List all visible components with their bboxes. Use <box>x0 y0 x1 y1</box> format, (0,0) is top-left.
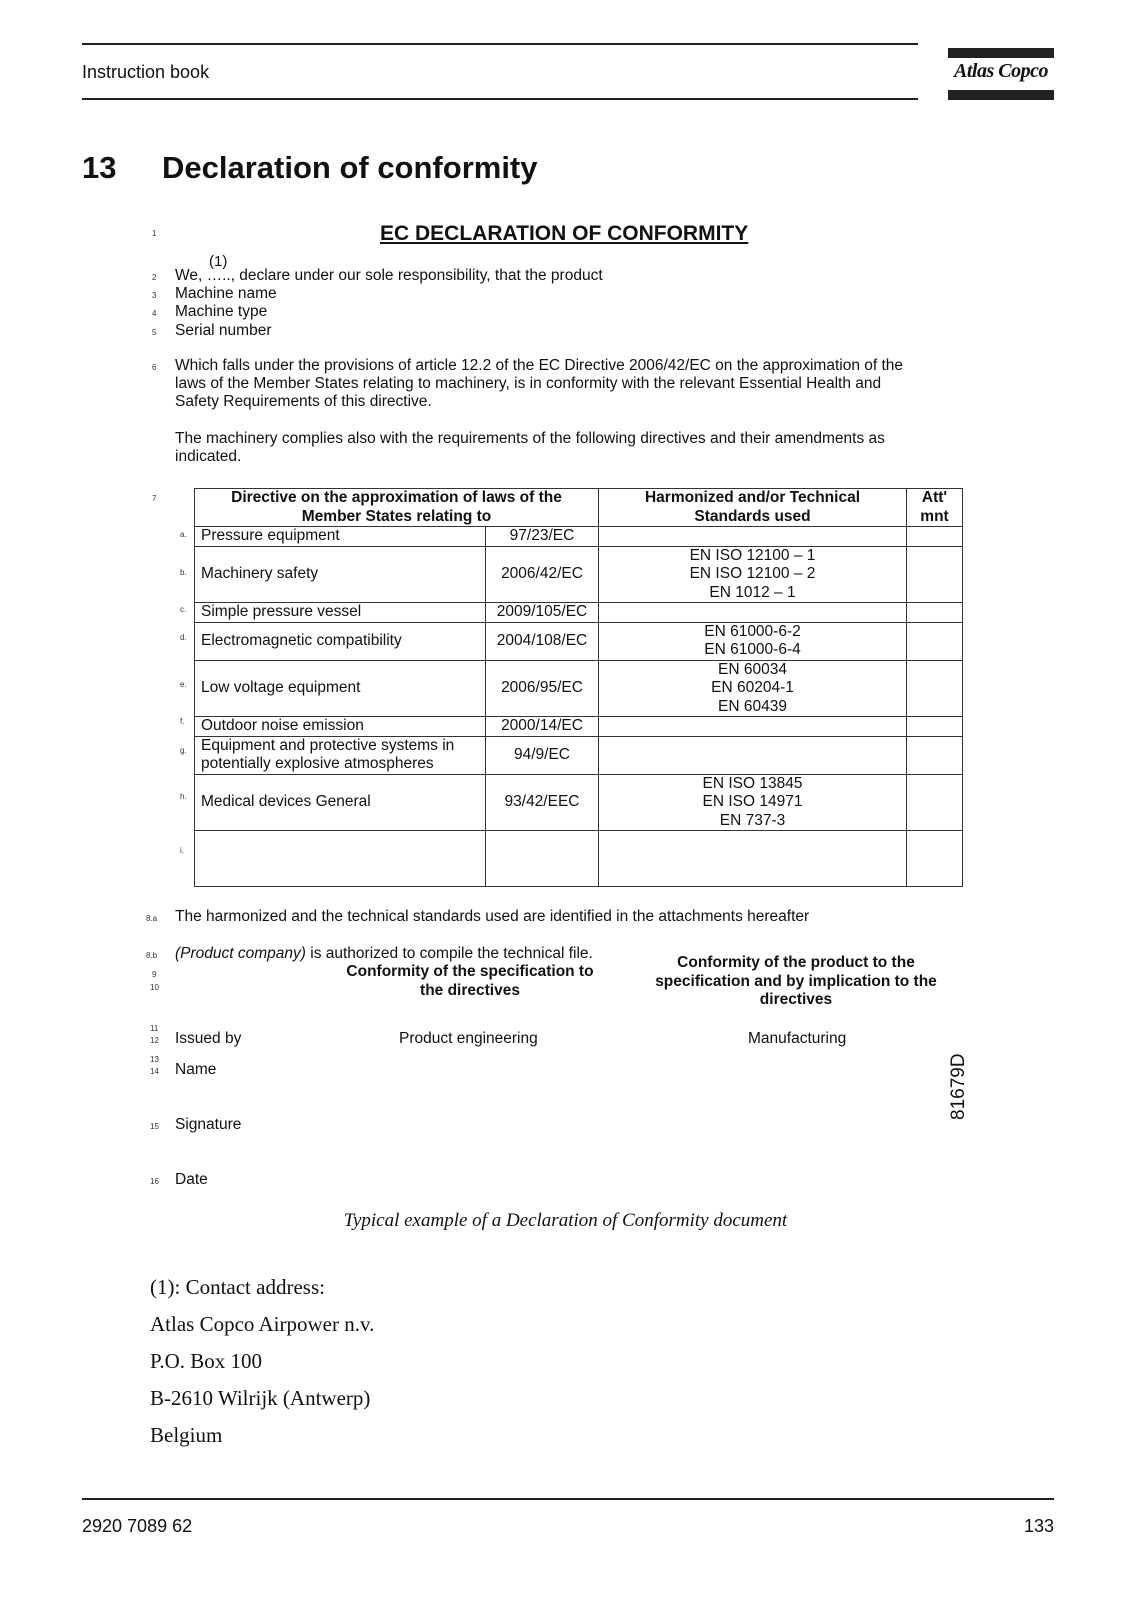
attachment-cell <box>907 717 963 737</box>
standards-cell <box>599 622 907 660</box>
line-number: 3 <box>152 291 157 300</box>
directive-code-cell: 2000/14/EC <box>486 717 599 737</box>
provisions-text: Safety Requirements of this directive. <box>175 393 432 410</box>
standards-cell <box>599 831 907 887</box>
standards-cell <box>599 736 907 774</box>
machine-name-label: Machine name <box>175 285 277 302</box>
table-row <box>195 831 963 887</box>
line-number: 2 <box>152 273 157 282</box>
section-number: 13 <box>82 150 117 185</box>
row-letter: d. <box>180 633 187 642</box>
line-number: 14 <box>150 1067 159 1076</box>
line-number: 13 <box>150 1055 159 1064</box>
directive-code-cell: 2009/105/EC <box>486 603 599 623</box>
standard-item: EN ISO 12100 – 1 <box>689 546 816 564</box>
row-letter: h. <box>180 792 187 801</box>
standard-item: EN ISO 12100 – 2 <box>689 565 816 582</box>
row-letter: c. <box>180 605 187 614</box>
attachment-cell <box>907 660 963 717</box>
row-letter: b. <box>180 568 187 577</box>
table-row <box>195 527 963 547</box>
table-row <box>195 774 963 831</box>
directive-code-cell: 2006/42/EC <box>486 546 599 603</box>
standard-item: EN ISO 14971 <box>702 793 803 810</box>
footer-rule <box>82 1498 1054 1500</box>
line-number: 11 <box>150 1024 159 1033</box>
harmonized-note: The harmonized and the technical standards used are identified in the attachments hereafter <box>175 908 810 925</box>
line-number: 7 <box>152 494 157 503</box>
figure-caption: Typical example of a Declaration of Conformity document <box>343 1210 788 1231</box>
table-row <box>195 622 963 660</box>
address-line: Belgium <box>150 1423 223 1447</box>
directive-code-cell: 2006/95/EC <box>486 660 599 717</box>
provisions-text: Which falls under the provisions of article 12.2 of the EC Directive 2006/42/EC on the approximation of the <box>175 357 904 374</box>
directive-code-cell <box>486 831 599 887</box>
attachment-cell <box>907 831 963 887</box>
we-declare-line: We, ….., declare under our sole responsibility, that the product <box>175 267 603 284</box>
header-attachment: Att' mnt <box>907 489 963 527</box>
header-directive: Directive on the approximation of laws of the Member States relating to <box>195 489 599 527</box>
attachment-cell <box>907 546 963 603</box>
date-label: Date <box>175 1171 208 1188</box>
standards-cell <box>599 527 907 547</box>
attachment-cell <box>907 603 963 623</box>
serial-number-label: Serial number <box>175 322 272 339</box>
row-letter: a. <box>180 530 187 539</box>
line-number: 5 <box>152 328 157 337</box>
directives-table <box>194 488 963 887</box>
standards-cell <box>599 717 907 737</box>
standards-cell <box>599 546 907 603</box>
header-bottom-rule <box>82 98 918 100</box>
standards-cell <box>599 603 907 623</box>
attachment-cell <box>907 527 963 547</box>
line-number: 9 <box>152 970 157 979</box>
atlas-copco-logo <box>948 48 1054 100</box>
conformity-product-heading: Conformity of the product to the specification and by implication to the directives <box>655 954 937 1008</box>
image-code: 81679D <box>948 1053 969 1120</box>
directive-code-cell: 2004/108/EC <box>486 622 599 660</box>
header-top-rule <box>82 43 918 45</box>
authorized-text: is authorized to compile the technical file. <box>305 945 593 962</box>
row-letter: f. <box>180 717 185 726</box>
authorized-line <box>175 945 593 964</box>
line-number: 8.a <box>146 914 158 923</box>
manufacturing-label: Manufacturing <box>748 1030 847 1047</box>
header-title: Instruction book <box>82 62 210 82</box>
address-line: P.O. Box 100 <box>150 1349 263 1373</box>
conformity-spec-heading: Conformity of the specification to the directives <box>346 963 594 999</box>
table-row <box>195 736 963 774</box>
directive-cell: Machinery safety <box>195 546 486 603</box>
line-number: 15 <box>150 1122 159 1131</box>
row-letter: i. <box>180 846 184 855</box>
standard-item: EN 61000-6-2 <box>704 622 801 640</box>
standards-cell <box>599 774 907 831</box>
line-number: 10 <box>150 983 159 992</box>
address-line: Atlas Copco Airpower n.v. <box>150 1312 375 1336</box>
line-number: 12 <box>150 1036 159 1045</box>
standard-item: EN 61000-6-4 <box>704 641 801 658</box>
name-label: Name <box>175 1061 217 1078</box>
address-line: B-2610 Wilrijk (Antwerp) <box>150 1386 371 1410</box>
line-number: 6 <box>152 363 157 372</box>
row-letter: g. <box>180 746 187 755</box>
directive-code-cell: 97/23/EC <box>486 527 599 547</box>
row-letter: e. <box>180 680 187 689</box>
standard-item: EN ISO 13845 <box>702 774 803 792</box>
directive-cell <box>195 831 486 887</box>
table-row <box>195 546 963 603</box>
signature-label: Signature <box>175 1116 242 1133</box>
table-row <box>195 717 963 737</box>
table-row <box>195 660 963 717</box>
standard-item: EN 60204-1 <box>711 679 794 696</box>
directive-cell: Pressure equipment <box>195 527 486 547</box>
directive-cell: Outdoor noise emission <box>195 717 486 737</box>
table-row <box>195 603 963 623</box>
footnote-marker: (1) <box>209 253 228 270</box>
product-engineering-label: Product engineering <box>399 1030 538 1047</box>
attachment-cell <box>907 622 963 660</box>
complies-text: indicated. <box>175 448 242 465</box>
complies-text: The machinery complies also with the requirements of the following directives and their amendments as <box>175 430 885 447</box>
standard-item: EN 60034 <box>718 660 787 678</box>
directive-cell: Low voltage equipment <box>195 660 486 717</box>
issued-by-label: Issued by <box>175 1030 242 1047</box>
declaration-title: EC DECLARATION OF CONFORMITY <box>380 222 749 245</box>
standards-cell <box>599 660 907 717</box>
directive-cell: Medical devices General <box>195 774 486 831</box>
directive-cell: Electromagnetic compatibility <box>195 622 486 660</box>
document-code: 2920 7089 62 <box>82 1516 193 1536</box>
provisions-text: laws of the Member States relating to machinery, is in conformity with the relevant Essential Health and <box>175 375 882 392</box>
standard-item: EN 737-3 <box>719 811 786 829</box>
address-line: (1): Contact address: <box>150 1275 325 1299</box>
directive-cell: Equipment and protective systems in potentially explosive atmospheres <box>195 736 486 774</box>
logo-text: Atlas Copco <box>954 60 1048 82</box>
attachment-cell <box>907 774 963 831</box>
line-number: 16 <box>150 1177 159 1186</box>
attachment-cell <box>907 736 963 774</box>
standard-item: EN 1012 – 1 <box>709 583 796 601</box>
product-company: (Product company) <box>175 945 306 962</box>
directive-code-cell: 93/42/EEC <box>486 774 599 831</box>
header-standards: Harmonized and/or Technical Standards used <box>599 489 907 527</box>
directive-cell: Simple pressure vessel <box>195 603 486 623</box>
page-number: 133 <box>1023 1516 1054 1536</box>
line-number: 4 <box>152 309 157 318</box>
line-number: 1 <box>152 229 157 238</box>
standard-item: EN 60439 <box>718 697 787 715</box>
section-title: Declaration of conformity <box>162 150 538 185</box>
table-header-row <box>195 489 963 527</box>
line-number: 8.b <box>146 951 158 960</box>
directive-code-cell: 94/9/EC <box>486 736 599 774</box>
machine-type-label: Machine type <box>175 303 268 320</box>
